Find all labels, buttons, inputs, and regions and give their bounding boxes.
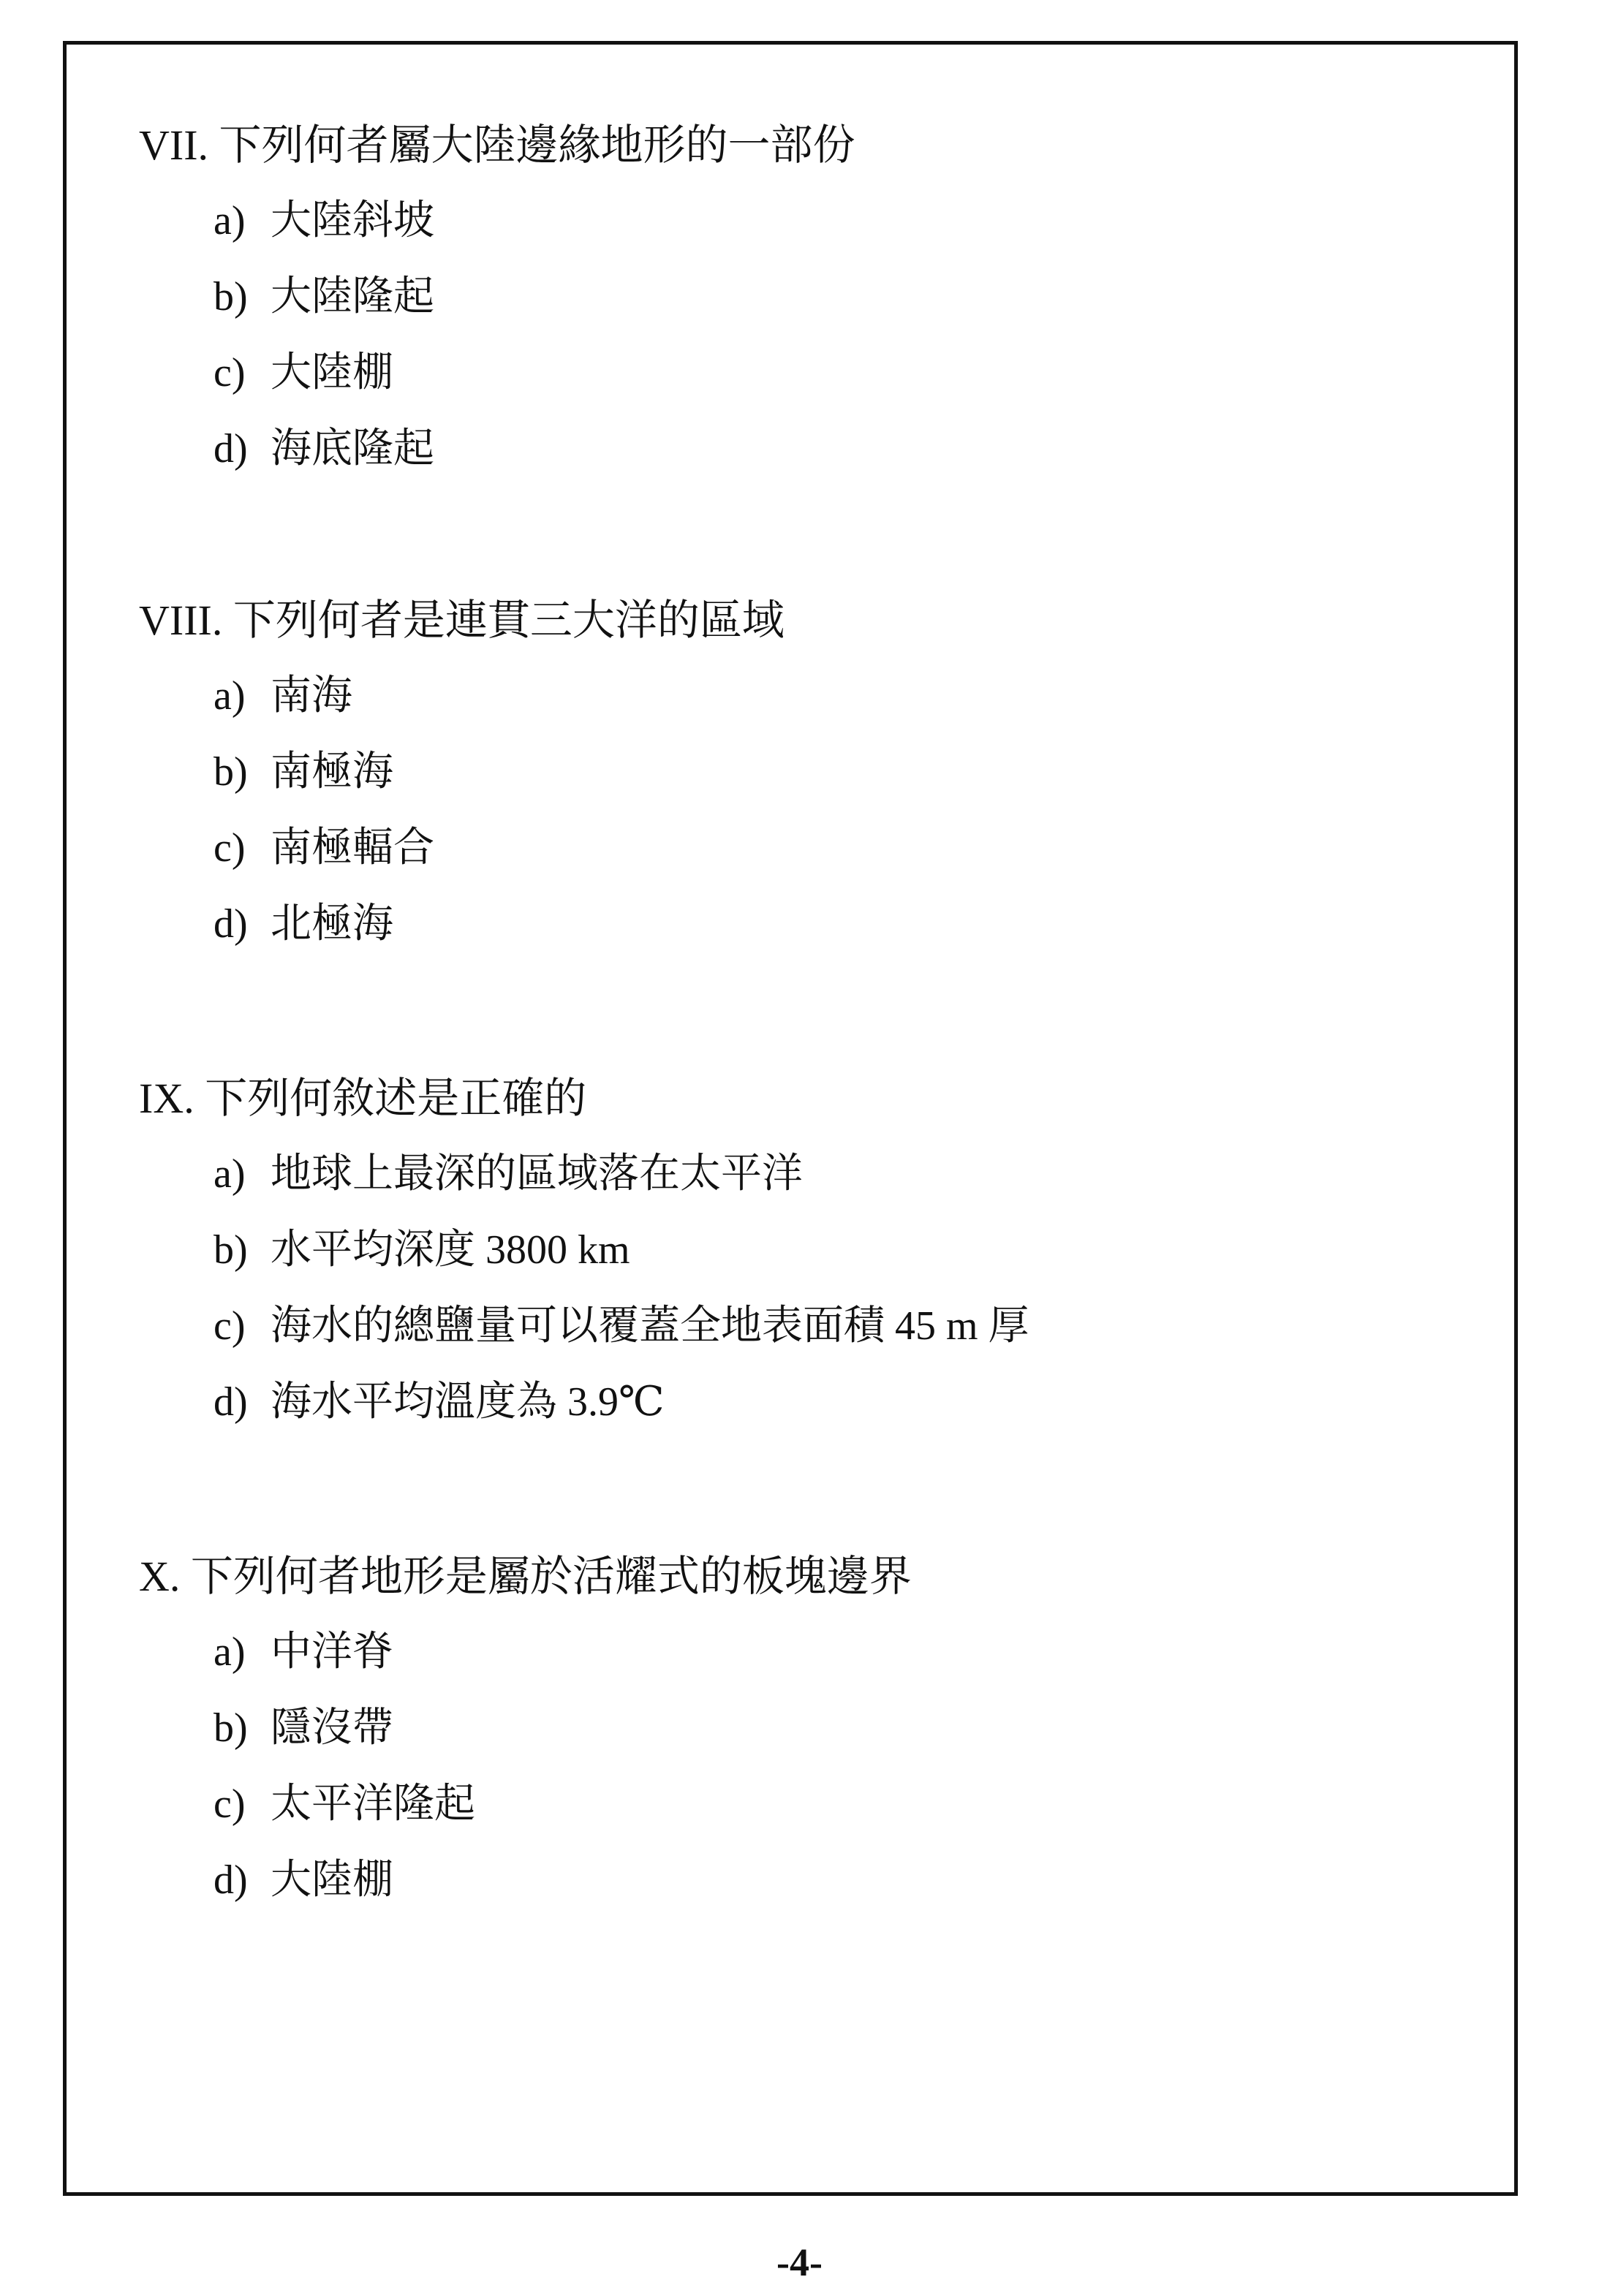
option-b [213, 751, 1455, 794]
option-b [213, 276, 1455, 319]
question-viii [139, 596, 1455, 980]
option-d [213, 1857, 1455, 1903]
option-d [213, 903, 1455, 946]
option-letter: c) [213, 1303, 246, 1349]
option-c [213, 1781, 1455, 1827]
option-a [213, 1153, 1455, 1196]
option-letter: d) [213, 1857, 248, 1903]
option-letter: c) [213, 350, 246, 395]
option-letter: c) [213, 825, 246, 871]
option-letter: b) [213, 1705, 248, 1751]
question-title: VII. 下列何者屬大陸邊緣地形的一部份 [139, 121, 855, 169]
option-letter: d) [213, 1379, 248, 1425]
option-d [213, 428, 1455, 471]
question-title: IX. 下列何敘述是正確的 [139, 1075, 587, 1122]
option-text: 南極海 [271, 749, 393, 795]
option-list [139, 1153, 1455, 1424]
option-c [213, 827, 1455, 870]
option-text: 太平洋隆起 [271, 1781, 475, 1827]
option-text: 地球上最深的區域落在太平洋 [271, 1151, 803, 1197]
option-text: 南極輻合 [271, 825, 434, 871]
option-text: 水平均深度 3800 km [271, 1227, 630, 1273]
option-letter: b) [213, 274, 248, 319]
option-letter: a) [213, 1151, 246, 1197]
question-title: VIII. 下列何者是連貫三大洋的區域 [139, 596, 785, 644]
option-letter: d) [213, 901, 248, 947]
question-vii [139, 121, 1455, 504]
option-d [213, 1379, 1455, 1425]
question-title: X. 下列何者地形是屬於活耀式的板塊邊界 [139, 1553, 912, 1600]
option-text: 北極海 [271, 901, 393, 947]
option-c [213, 352, 1455, 395]
option-text: 南海 [271, 673, 352, 719]
option-b [213, 1227, 1455, 1273]
option-text: 海底隆起 [271, 426, 434, 471]
option-letter: b) [213, 1227, 248, 1273]
option-letter: a) [213, 198, 246, 243]
option-letter: a) [213, 673, 246, 719]
option-text: 大陸棚 [271, 350, 393, 395]
option-text: 海水的總鹽量可以覆蓋全地表面積 45 m 厚 [271, 1303, 1029, 1349]
question-ix [139, 1077, 1455, 1458]
option-letter: a) [213, 1629, 246, 1675]
page-number: -4- [776, 2240, 823, 2284]
option-b [213, 1705, 1455, 1751]
option-a [213, 675, 1455, 718]
option-list [139, 675, 1455, 946]
question-x [139, 1553, 1455, 1936]
option-a [213, 200, 1455, 243]
option-letter: b) [213, 749, 248, 795]
option-text: 隱沒帶 [271, 1705, 393, 1751]
option-letter: c) [213, 1781, 246, 1827]
option-text: 大陸棚 [271, 1857, 393, 1903]
option-list [139, 1629, 1455, 1903]
option-list [139, 200, 1455, 471]
option-text: 中洋脊 [271, 1629, 393, 1675]
option-text: 海水平均溫度為 3.9℃ [271, 1379, 665, 1425]
option-text: 大陸隆起 [271, 274, 434, 319]
option-c [213, 1303, 1455, 1349]
option-a [213, 1629, 1455, 1675]
option-letter: d) [213, 426, 248, 471]
option-text: 大陸斜坡 [271, 198, 434, 243]
